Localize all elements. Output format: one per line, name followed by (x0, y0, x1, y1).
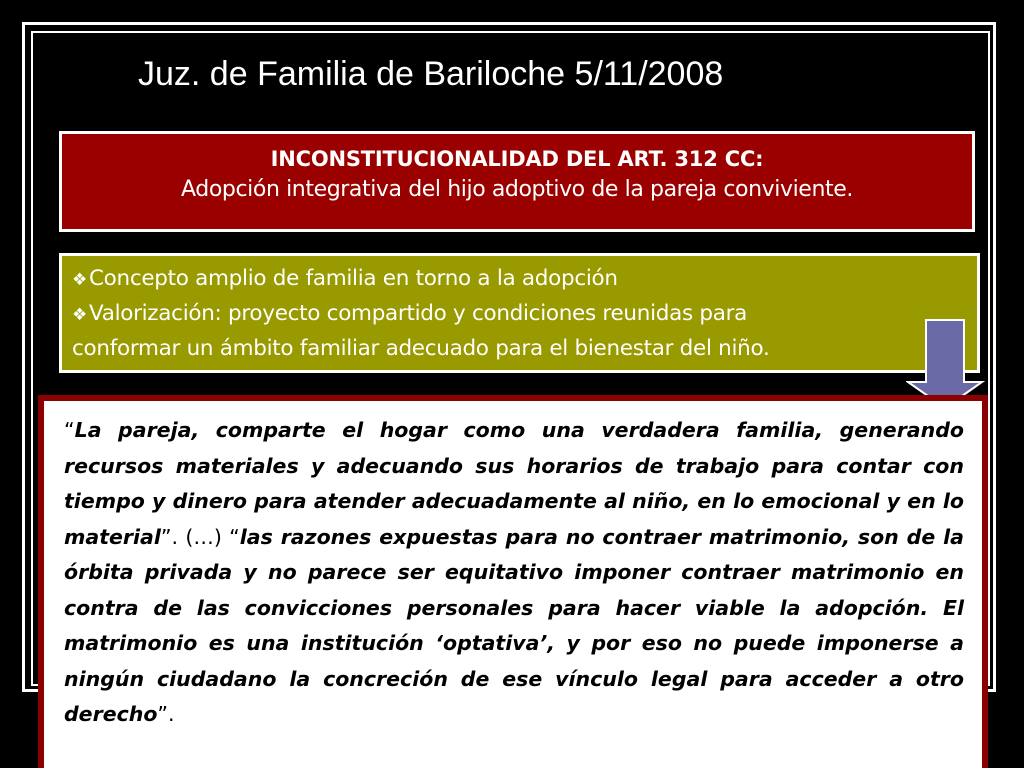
concepts-box (59, 253, 980, 373)
diamond-bullet-icon: ❖ (72, 270, 87, 290)
slide-title: Juz. de Familia de Bariloche 5/11/2008 (138, 55, 724, 93)
quote-connector: ”. (…) “ (160, 524, 240, 549)
concept-item-text: Concepto amplio de familia en torno a la adopción (88, 266, 618, 291)
ruling-subheading: Adopción integrativa del hijo adoptivo de la pareja conviviente. (181, 177, 853, 202)
ruling-heading: INCONSTITUCIONALIDAD DEL ART. 312 CC: (270, 147, 764, 171)
quote-open-mark: “ (64, 418, 75, 442)
concept-item (72, 262, 967, 297)
quote-part-1: La pareja, comparte el hogar como una verdadera familia, generando recursos materiales y adecuando sus horarios de trabajo para contar con tiempo y dinero para atender adecuadamente al niño, en lo emocional y en lo material (64, 418, 964, 549)
diamond-bullet-icon: ❖ (72, 305, 87, 325)
quote-close-mark: ”. (157, 702, 175, 726)
court-quote (38, 395, 988, 768)
quote-part-2: las razones expuestas para no contraer matrimonio, son de la órbita privada y no parece ser equitativo imponer contraer matrimonio en contra de las convicciones personales para hacer viable la adopción. El matrimonio es una institución ‘optativa’, y por eso no puede imponerse a ningún ciudadano la concreción de ese vínculo legal para acceder a otro derecho (64, 524, 965, 726)
valorization-item (72, 297, 967, 332)
valorization-line-1: Valorización: proyecto compartido y condiciones reunidas para (88, 301, 748, 326)
valorization-continuation: conformar un ámbito familiar adecuado para el bienestar del niño. (72, 336, 770, 361)
ruling-box (59, 131, 975, 232)
